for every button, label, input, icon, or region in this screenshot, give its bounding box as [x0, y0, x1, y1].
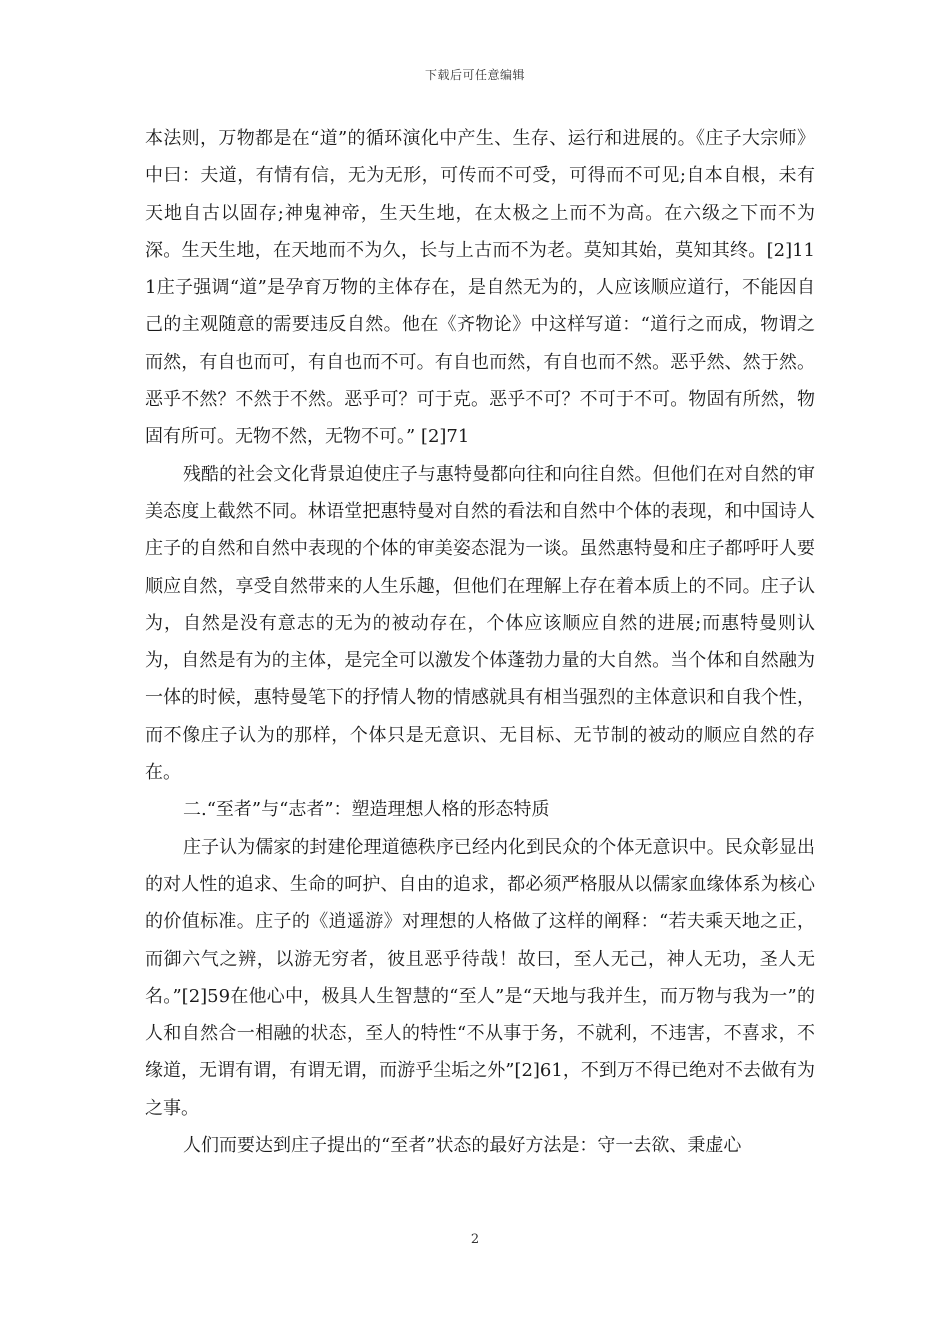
page-header: 下载后可任意编辑 — [424, 68, 525, 82]
section-heading: 二.“至者”与“志者”：塑造理想人格的形态特质 — [183, 799, 550, 821]
document-body — [145, 120, 815, 1164]
paragraph-zhuangzi-dao: 本法则，万物都是在“道”的循环演化中产生、生存、运行和进展的。《庄子大宗师》中曰：夫道，有情有信，无为无形，可传而不可受，可得而不可见;自本自根，未有天地自古以固存;神鬼神帝，生天生地，在太极之上而不为高。在六级之下而不为深。生天生地，在天地而不为久，长与上古而不为老。莫知其始，莫知其终。[2]111庄子强调“道”是孕育万物的主体存在，是自然无为的，人应该顺应道行，不能因自己的主观随意的需要违反自然。他在《齐物论》中这样写道：“道行之而成，物谓之而然，有自也而可，有自也而不可。有自也而然，有自也而不然。恶乎然、然于然。恶乎不然？不然于不然。恶乎可？可于克。恶乎不可？不可于不可。物固有所然，物固有所可。无物不然，无物不可。” [2]71 — [145, 128, 815, 448]
paragraph-zhizhe-method: 人们而要达到庄子提出的“至者”状态的最好方法是：守一去欲、秉虚心 — [183, 1135, 742, 1157]
paragraph-ideal-personality: 庄子认为儒家的封建伦理道德秩序已经内化到民众的个体无意识中。民众彰显出的对人性的追求、生命的呵护、自由的追求，都必须严格服从以儒家血缘体系为核心的价值标准。庄子的《逍遥游》对理想的人格做了这样的阐释：“若夫乘天地之正，而御六气之辨，以游无穷者，彼且恶乎待哉！故曰，至人无己，神人无功，圣人无名。”[2]59在他心中，极具人生智慧的“至人”是“天地与我并生，而万物与我为一”的人和自然合一相融的状态，至人的特性“不从事于务，不就利，不违害，不喜求，不缘道，无谓有谓，有谓无谓，而游乎尘垢之外”[2]61，不到万不得已绝对不去做有为之事。 — [145, 836, 815, 1119]
paragraph-nature-attitude: 残酷的社会文化背景迫使庄子与惠特曼都向往和向往自然。但他们在对自然的审美态度上截然不同。林语堂把惠特曼对自然的看法和自然中个体的表现，和中国诗人庄子的自然和自然中表现的个体的审美姿态混为一谈。虽然惠特曼和庄子都呼吁人要顺应自然，享受自然带来的人生乐趣，但他们在理解上存在着本质上的不同。庄子认为，自然是没有意志的无为的被动存在，个体应该顺应自然的进展;而惠特曼则认为，自然是有为的主体，是完全可以激发个体蓬勃力量的大自然。当个体和自然融为一体的时候，惠特曼笔下的抒情人物的情感就具有相当强烈的主体意识和自我个性，而不像庄子认为的那样，个体只是无意识、无目标、无节制的被动的顺应自然的存在。 — [145, 463, 815, 784]
page-number: 2 — [470, 1232, 480, 1247]
